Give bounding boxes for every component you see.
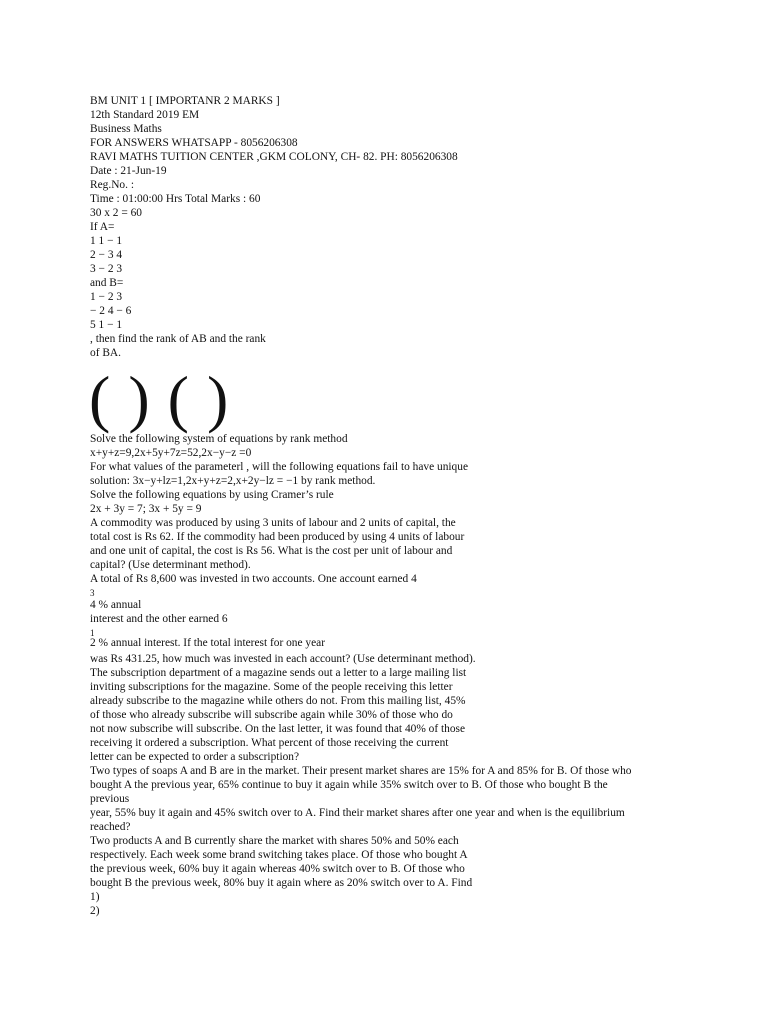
q6-line: 4 % annual [90, 599, 142, 611]
q2-equations: x+y+z=9,2x+5y+7z=52,2x−y−z =0 [90, 447, 252, 459]
q6-line: was Rs 431.25, how much was invested in each account? (Use determinant method). [90, 653, 476, 665]
q7-line: not now subscribe will subscribe. On the last letter, it was found that 40% of those [90, 723, 466, 735]
matrix-b-row: 1 − 2 3 [90, 291, 123, 303]
q4-line: Solve the following equations by using Cramer’s rule [90, 489, 334, 501]
q1-line: of BA. [90, 347, 122, 359]
q5-line: A commodity was produced by using 3 units of labour and 2 units of capital, the [90, 517, 456, 529]
q5-line: capital? (Use determinant method). [90, 559, 251, 571]
q7-line: already subscribe to the magazine while others do not. From this mailing list, 45% [90, 695, 466, 707]
q9-line: bought B the previous week, 80% buy it again where as 20% switch over to A. Find [90, 877, 473, 889]
q1-line: If A= [90, 221, 115, 233]
q8-line: Two types of soaps A and B are in the market. Their present market shares are 15% for A and 85% for B. Of those who [90, 765, 632, 777]
q6-line: interest and the other earned 6 [90, 613, 228, 625]
matrix-a-row: 1 1 − 1 [90, 235, 123, 247]
marks-formula-line: 30 x 2 = 60 [90, 207, 142, 219]
q8-line: year, 55% buy it again and 45% switch over to A. Find their market shares after one year and when is the equilibrium [90, 807, 625, 819]
whatsapp-line: FOR ANSWERS WHATSAPP - 8056206308 [90, 137, 298, 149]
q7-line: of those who already subscribe will subscribe again while 30% of those who do [90, 709, 453, 721]
q8-line: bought A the previous year, 65% continue to buy it again while 35% switch over to B. Of those who bought B the [90, 779, 608, 791]
q7-line: The subscription department of a magazine sends out a letter to a large mailing list [90, 667, 467, 679]
matrix-a-row: 2 − 3 4 [90, 249, 123, 261]
matrix-a-row: 3 − 2 3 [90, 263, 123, 275]
q5-line: total cost is Rs 62. If the commodity had been produced by using 4 units of labour [90, 531, 465, 543]
fraction-numerator: 1 [90, 628, 95, 638]
matrix-brackets: ( ) ( ) [89, 363, 230, 434]
q3-line: For what values of the parameterl , will the following equations fail to have unique [90, 461, 469, 473]
subpart-label: 1) [90, 891, 100, 903]
reg-no-line: Reg.No. : [90, 179, 134, 191]
q7-line: receiving it ordered a subscription. What percent of those receiving the current [90, 737, 449, 749]
q1-line: and B= [90, 277, 124, 289]
date-line: Date : 21-Jun-19 [90, 165, 167, 177]
q6-line: A total of Rs 8,600 was invested in two accounts. One account earned 4 [90, 573, 417, 585]
q9-line: respectively. Each week some brand switching takes place. Of those who bought A [90, 849, 468, 861]
class-label: 12th Standard 2019 EM [90, 109, 200, 121]
subpart-label: 2) [90, 905, 100, 917]
q6-line: 2 % annual interest. If the total interest for one year [90, 637, 325, 649]
q7-line: letter can be expected to order a subscription? [90, 751, 300, 763]
subject-label: Business Maths [90, 123, 162, 135]
q9-line: the previous week, 60% buy it again whereas 40% switch over to B. Of those who [90, 863, 465, 875]
q2-line: Solve the following system of equations by rank method [90, 433, 348, 445]
q1-line: , then find the rank of AB and the rank [90, 333, 266, 345]
q5-line: and one unit of capital, the cost is Rs 56. What is the cost per unit of labour and [90, 545, 453, 557]
document-title: BM UNIT 1 [ IMPORTANR 2 MARKS ] [90, 95, 280, 107]
q9-line: Two products A and B currently share the market with shares 50% and 50% each [90, 835, 459, 847]
q8-line: previous [90, 793, 130, 805]
tuition-center-line: RAVI MATHS TUITION CENTER ,GKM COLONY, CH- 82. PH: 8056206308 [90, 151, 458, 163]
matrix-b-row: 5 1 − 1 [90, 319, 123, 331]
q4-equations: 2x + 3y = 7; 3x + 5y = 9 [90, 503, 202, 515]
time-marks-line: Time : 01:00:00 Hrs Total Marks : 60 [90, 193, 261, 205]
q7-line: inviting subscriptions for the magazine. Some of the people receiving this letter [90, 681, 453, 693]
fraction-numerator: 3 [90, 588, 95, 598]
matrix-b-row: − 2 4 − 6 [90, 305, 132, 317]
q3-line: solution: 3x−y+lz=1,2x+y+z=2,x+2y−lz = −1 by rank method. [90, 475, 376, 487]
q8-line: reached? [90, 821, 131, 833]
